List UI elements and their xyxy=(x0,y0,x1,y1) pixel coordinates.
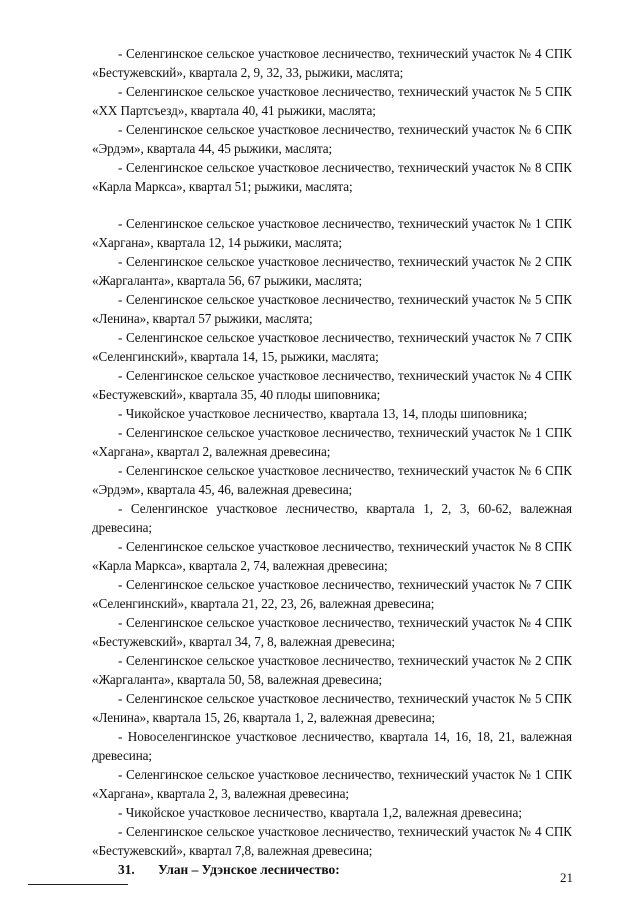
paragraph-7: - Селенгинское сельское участковое лесничество, технический участок № 5 СПК «Ленина», квартал 57 рыжики, маслята; xyxy=(92,292,572,326)
paragraph-16: - Селенгинское сельское участковое лесничество, технический участок № 4 СПК «Бестужевский», квартал 34, 7, 8, валежная древесина; xyxy=(92,615,572,649)
paragraph-18: - Селенгинское сельское участковое лесничество, технический участок № 5 СПК «Ленина», квартала 15, 26, квартала 1, 2, валежная древесина; xyxy=(92,691,572,725)
paragraph-2: - Селенгинское сельское участковое лесничество, технический участок № 5 СПК «XX Партсъезд», квартала 40, 41 рыжики, маслята; xyxy=(92,84,572,118)
paragraph-9: - Селенгинское сельское участковое лесничество, технический участок № 4 СПК «Бестужевский», квартала 35, 40 плоды шиповника; xyxy=(92,368,572,402)
paragraph-8: - Селенгинское сельское участковое лесничество, технический участок № 7 СПК «Селенгинский», квартала 14, 15, рыжики, маслята; xyxy=(92,330,572,364)
paragraph-20: - Селенгинское сельское участковое лесничество, технический участок № 1 СПК «Харгана», квартала 2, 3, валежная древесина; xyxy=(92,767,572,801)
section-title: Улан – Удэнское лесничество: xyxy=(158,862,340,877)
footnote-separator xyxy=(28,884,128,885)
paragraph-21: - Чикойское участковое лесничество, квартала 1,2, валежная древесина; xyxy=(118,805,523,820)
paragraph-14: - Селенгинское сельское участковое лесничество, технический участок № 8 СПК «Карла Маркса», квартала 2, 74, валежная древесина; xyxy=(92,539,572,573)
paragraph-1: - Селенгинское сельское участковое лесничество, технический участок № 4 СПК «Бестужевский», квартала 2, 9, 32, 33, рыжики, маслята; xyxy=(92,46,572,80)
paragraph-10: - Чикойское участковое лесничество, квартала 13, 14, плоды шиповника; xyxy=(118,406,528,421)
paragraph-12: - Селенгинское сельское участковое лесничество, технический участок № 6 СПК «Эрдэм», квартала 45, 46, валежная древесина; xyxy=(92,463,572,497)
paragraph-6: - Селенгинское сельское участковое лесничество, технический участок № 2 СПК «Жаргаланта», квартала 56, 67 рыжики, маслята; xyxy=(92,254,572,288)
paragraph-11: - Селенгинское сельское участковое лесничество, технический участок № 1 СПК «Харгана», квартал 2, валежная древесина; xyxy=(92,425,572,459)
paragraph-19: - Новоселенгинское участковое лесничество, квартала 14, 16, 18, 21, валежная древесина; xyxy=(92,729,572,763)
paragraph-15: - Селенгинское сельское участковое лесничество, технический участок № 7 СПК «Селенгинский», квартала 21, 22, 23, 26, валежная древесина; xyxy=(92,577,572,611)
paragraph-5: - Селенгинское сельское участковое лесничество, технический участок № 1 СПК «Харгана», квартала 12, 14 рыжики, маслята; xyxy=(92,216,572,250)
paragraph-3: - Селенгинское сельское участковое лесничество, технический участок № 6 СПК «Эрдэм», квартала 44, 45 рыжики, маслята; xyxy=(92,122,572,156)
page-number: 21 xyxy=(560,870,573,885)
paragraph-22: - Селенгинское сельское участковое лесничество, технический участок № 4 СПК «Бестужевский», квартал 7,8, валежная древесина; xyxy=(92,824,572,858)
paragraph-13: - Селенгинское участковое лесничество, квартала 1, 2, 3, 60-62, валежная древесина; xyxy=(92,501,572,535)
section-number: 31. xyxy=(118,862,135,877)
section-heading xyxy=(118,860,340,879)
paragraph-4: - Селенгинское сельское участковое лесничество, технический участок № 8 СПК «Карла Маркса», квартал 51; рыжики, маслята; xyxy=(92,160,572,194)
paragraph-17: - Селенгинское сельское участковое лесничество, технический участок № 2 СПК «Жаргаланта», квартала 50, 58, валежная древесина; xyxy=(92,653,572,687)
